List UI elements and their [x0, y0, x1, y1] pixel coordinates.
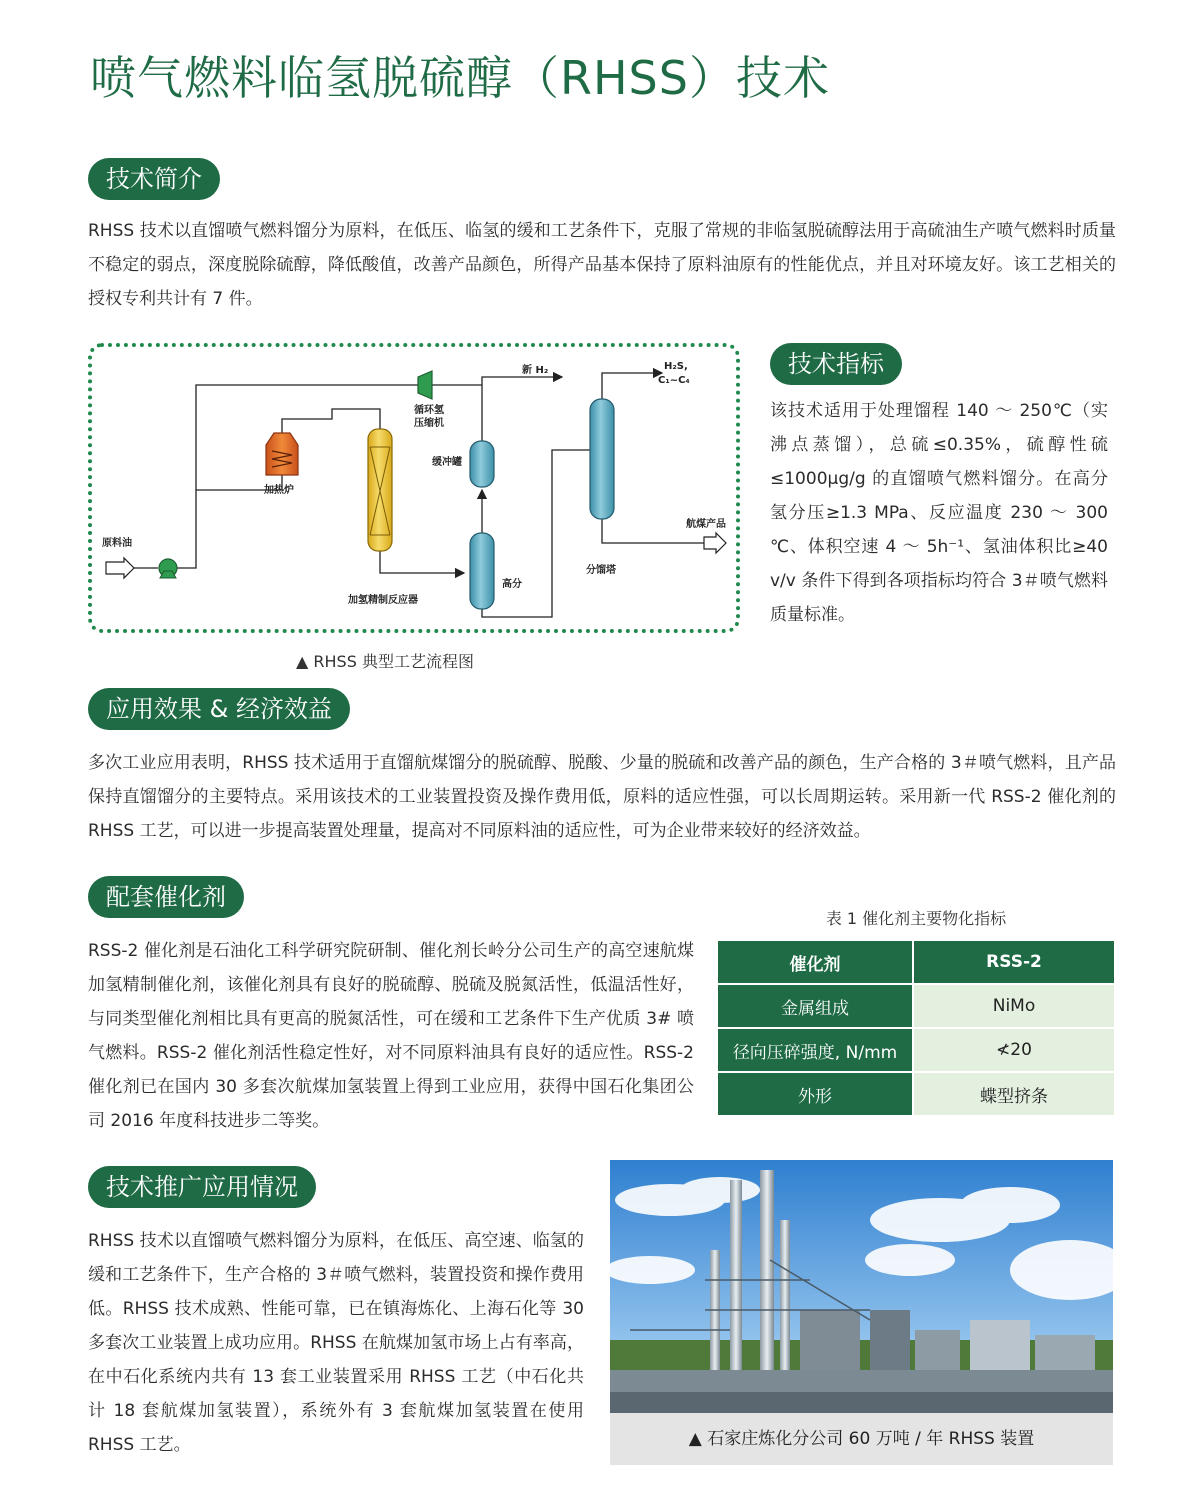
- label-compressor-2: 压缩机: [414, 418, 444, 429]
- table-caption: 表 1 催化剂主要物化指标: [825, 909, 1007, 928]
- label-furnace: 加热炉: [264, 485, 294, 496]
- section-heading-catalyst: 配套催化剂: [88, 876, 244, 918]
- table-row: [718, 1029, 1114, 1071]
- table-row-label: 金属组成: [718, 985, 912, 1027]
- page-title: 喷气燃料临氢脱硫醇（RHSS）技术: [90, 51, 830, 105]
- table-header-row: [718, 941, 1114, 983]
- section-heading-indicators: 技术指标: [770, 343, 902, 385]
- table-header-cell: 催化剂: [718, 941, 912, 983]
- promotion-paragraph: RHSS 技术以直馏喷气燃料馏分为原料，在低压、高空速、临氢的缓和工艺条件下，生产合格的 3＃喷气燃料，装置投资和操作费用低。RHSS 技术成熟、性能可靠，已在镇海炼化、上海石化等 30 多套次工业装置上成功应用。RHSS 在航煤加氢市场上占有率高，在中石化系统内共有 13 套工业装置采用 RHSS 工艺（中石化共计 18 套航煤加氢装置），系统外有 3 套航煤加氢装置在使用 RHSS 工艺。: [88, 1231, 584, 1455]
- compressor-icon: [418, 371, 432, 399]
- label-product: 航煤产品: [686, 519, 726, 530]
- fractionator-icon: [590, 399, 614, 519]
- catalyst-spec-table: [716, 939, 1116, 1117]
- reactor-icon: [368, 429, 392, 551]
- table-header-cell: RSS-2: [914, 941, 1114, 983]
- label-buffer: 缓冲罐: [432, 457, 462, 468]
- indicators-paragraph: 该技术适用于处理馏程 140 ～ 250℃（实沸点蒸馏），总硫≤0.35%，硫醇性硫≤1000μg/g 的直馏喷气燃料馏分。在高分氢分压≥1.3 MPa、反应温度 230 ～ 300 ℃、体积空速 4 ～ 5h⁻¹、氢油体积比≥40 v/v 条件下得到各项指标均符合 3＃喷气燃料质量标准。: [770, 401, 1108, 625]
- label-new-h2: 新 H₂: [522, 365, 549, 376]
- photo-caption: ▲ 石家庄炼化分公司 60 万吨 / 年 RHSS 装置: [610, 1413, 1113, 1465]
- section-heading-promotion: 技术推广应用情况: [88, 1166, 316, 1208]
- separator-icon: [470, 533, 494, 609]
- label-compressor-1: 循环氢: [414, 405, 444, 416]
- table-row-label: 径向压碎强度, N/mm: [718, 1029, 912, 1071]
- section-heading-intro: 技术简介: [88, 158, 220, 200]
- label-reactor: 加氢精制反应器: [348, 595, 418, 606]
- buffer-tank-icon: [470, 441, 494, 487]
- application-paragraph: 多次工业应用表明，RHSS 技术适用于直馏航煤馏分的脱硫醇、脱酸、少量的脱硫和改善产品的颜色，生产合格的 3＃喷气燃料，且产品保持直馏馏分的主要特点。采用该技术的工业装置投资及操作费用低，原料的适应性强，可以长周期运转。采用新一代 RSS-2 催化剂的 RHSS 工艺，可以进一步提高装置处理量，提高对不同原料油的适应性，可为企业带来较好的经济效益。: [88, 753, 1116, 841]
- intro-paragraph: RHSS 技术以直馏喷气燃料馏分为原料，在低压、临氢的缓和工艺条件下，克服了常规的非临氢脱硫醇法用于高硫油生产喷气燃料时质量不稳定的弱点，深度脱除硫醇，降低酸值，改善产品颜色，所得产品基本保持了原料油原有的性能优点，并且对环境友好。该工艺相关的授权专利共计有 7 件。: [88, 221, 1116, 309]
- table-row-value: ≮20: [914, 1029, 1114, 1071]
- table-row: [718, 985, 1114, 1027]
- process-flow-diagram: [88, 343, 740, 633]
- furnace-icon: [266, 433, 298, 475]
- product-arrow-icon: [704, 533, 726, 553]
- feed-arrow-icon: [106, 558, 134, 578]
- diagram-caption: ▲ RHSS 典型工艺流程图: [296, 652, 474, 671]
- catalyst-paragraph: RSS-2 催化剂是石油化工科学研究院研制、催化剂长岭分公司生产的高空速航煤加氢精制催化剂，该催化剂具有良好的脱硫醇、脱硫及脱氮活性，低温活性好，与同类型催化剂相比具有更高的脱氮活性，可在缓和工艺条件下生产优质 3# 喷气燃料。RSS-2 催化剂活性稳定性好，对不同原料油具有良好的适应性。RSS-2 催化剂已在国内 30 多套次航煤加氢装置上得到工业应用，获得中国石化集团公司 2016 年度科技进步二等奖。: [88, 941, 694, 1131]
- label-h2s: H₂S,: [664, 361, 688, 372]
- refinery-photo-svg: [610, 1160, 1113, 1413]
- label-feed: 原料油: [102, 538, 132, 549]
- process-flow-svg: [92, 347, 736, 629]
- table-row-label: 外形: [718, 1073, 912, 1115]
- refinery-photo: [610, 1160, 1113, 1413]
- table-row: [718, 1073, 1114, 1115]
- label-fractionator: 分馏塔: [586, 565, 616, 576]
- label-c1c4: C₁~C₄: [658, 375, 690, 386]
- label-separator: 高分: [502, 579, 522, 590]
- table-row-value: NiMo: [914, 985, 1114, 1027]
- section-heading-application: 应用效果 & 经济效益: [88, 688, 350, 730]
- table-row-value: 蝶型挤条: [914, 1073, 1114, 1115]
